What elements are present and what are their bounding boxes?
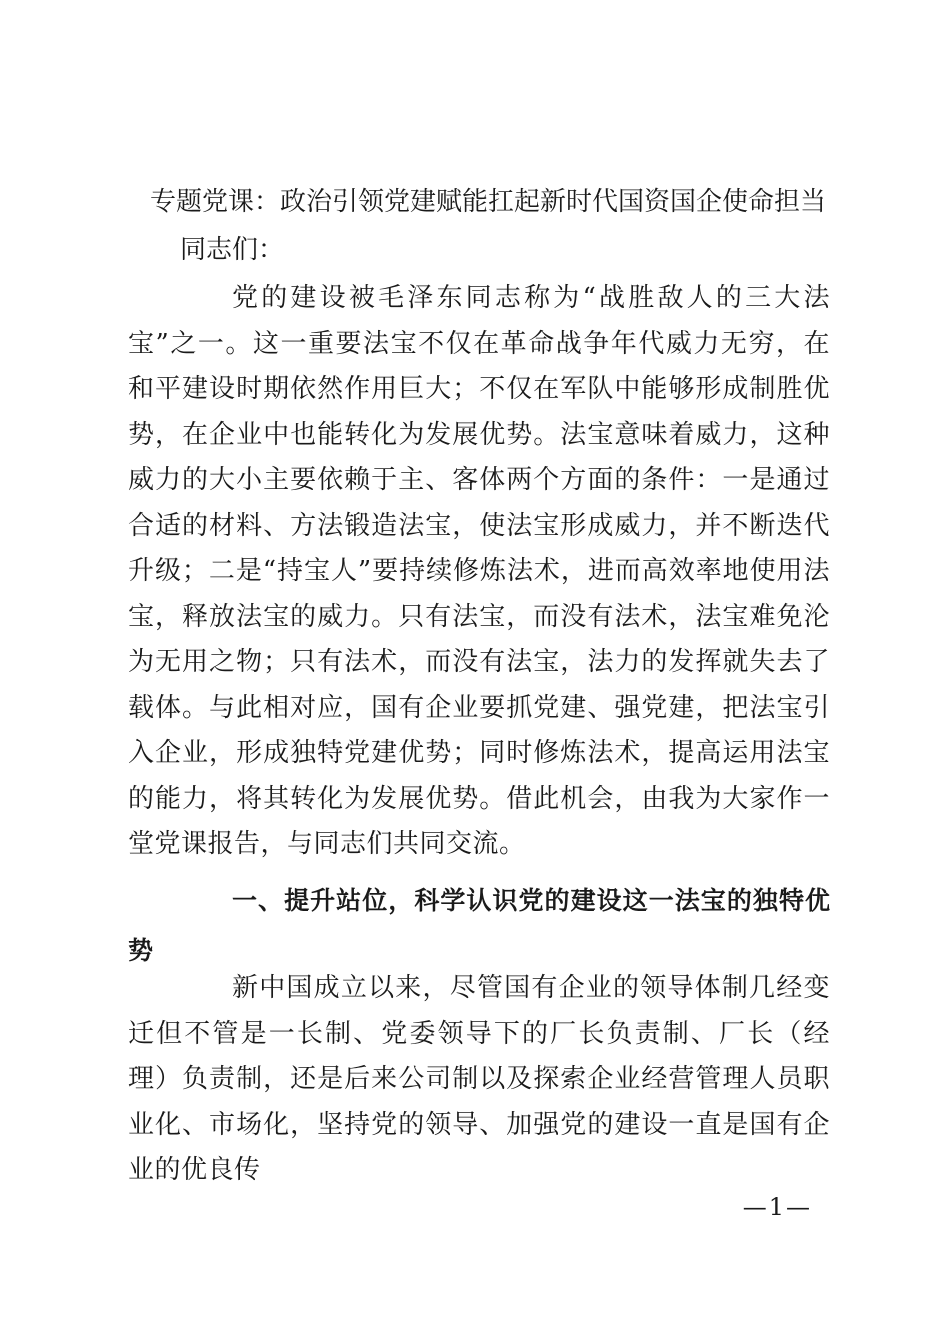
salutation: 同志们： — [180, 235, 285, 265]
section-heading: 一、提升站位，科学认识党的建设这一法宝的独特优势 — [128, 886, 830, 965]
document-title: 专题党课：政治引领党建赋能扛起新时代国资国企使命担当 — [150, 187, 827, 217]
paragraph-section-one: 新中国成立以来，尽管国有企业的领导体制几经变迁但不管是一长制、党委领导下的厂长负责制、厂长（经理）负责制，还是后来公司制以及探索企业经营管理人员职业化、市场化，坚持党的领导、加强党的建设一直是国有企业的优良传 — [128, 973, 830, 1185]
paragraph-intro: 党的建设被毛泽东同志称为“战胜敌人的三大法宝”之一。这一重要法宝不仅在革命战争年代威力无穷，在和平建设时期依然作用巨大；不仅在军队中能够形成制胜优势，在企业中也能转化为发展优势。法宝意味着威力，这种威力的大小主要依赖于主、客体两个方面的条件：一是通过合适的材料、方法锻造法宝，使法宝形成威力，并不断迭代升级；二是“持宝人”要持续修炼法术，进而高效率地使用法宝，释放法宝的威力。只有法宝，而没有法术，法宝难免沦为无用之物；只有法术，而没有法宝，法力的发挥就失去了载体。与此相对应，国有企业要抓党建、强党建，把法宝引入企业，形成独特党建优势；同时修炼法术，提高运用法宝的能力，将其转化为发展优势。借此机会，由我为大家作一堂党课报告，与同志们共同交流。 — [128, 283, 830, 859]
page-number: —1— — [742, 1193, 812, 1221]
